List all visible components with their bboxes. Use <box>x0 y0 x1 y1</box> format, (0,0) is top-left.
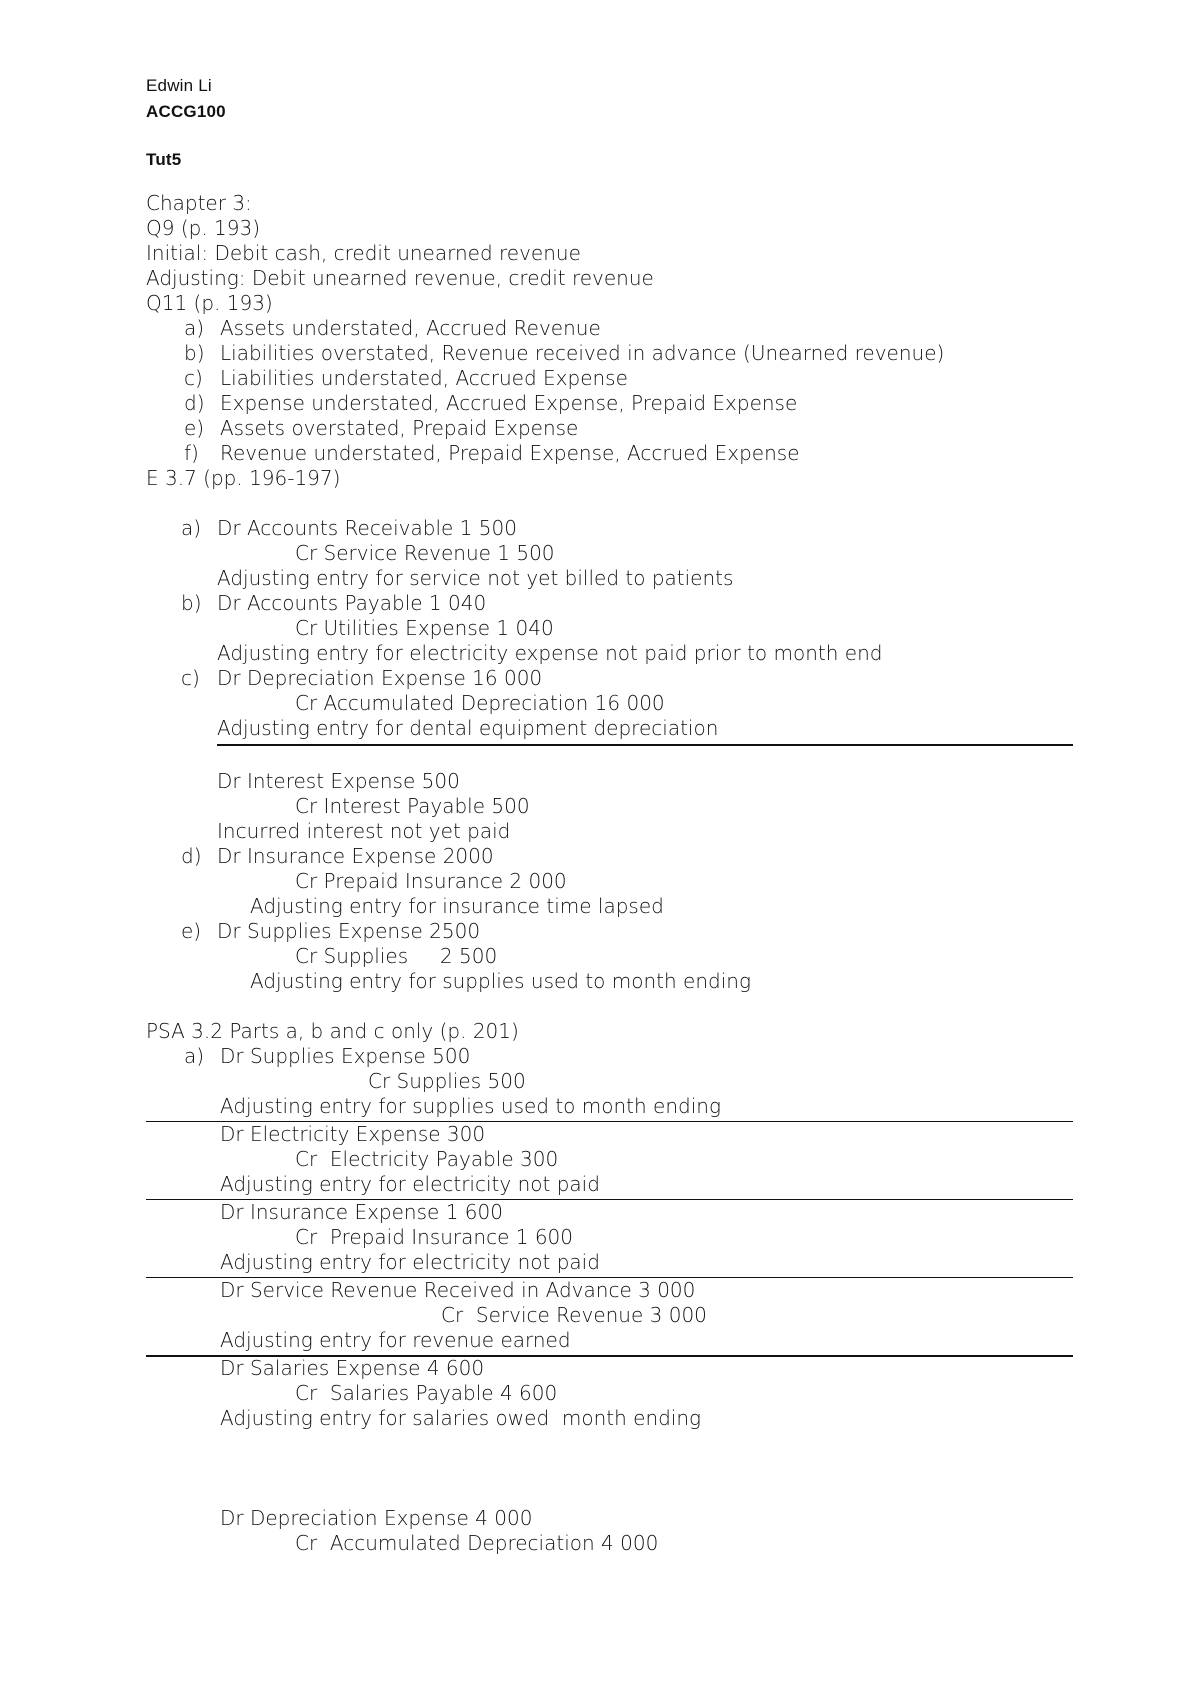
e37-c-marker: c) <box>181 666 200 690</box>
chapter-title: Chapter 3: <box>146 191 252 215</box>
psa32-entry-credit: Cr Electricity Payable 300 <box>295 1147 559 1171</box>
e37-b-marker: b) <box>181 591 202 615</box>
e37-b-note: Adjusting entry for electricity expense not paid prior to month end <box>217 641 883 665</box>
e37-c-debit: Dr Depreciation Expense 16 000 <box>217 666 543 690</box>
psa32-entry-note: Adjusting entry for revenue earned <box>220 1328 571 1352</box>
e37-e-marker: e) <box>181 919 202 943</box>
e37-a-debit: Dr Accounts Receivable 1 500 <box>217 516 517 540</box>
psa32-entry-credit: Cr Prepaid Insurance 1 600 <box>295 1225 573 1249</box>
e37-a-marker: a) <box>181 516 202 540</box>
q11-item-text: Liabilities understated, Accrued Expense <box>220 366 628 390</box>
psa32-entry-credit: Cr Salaries Payable 4 600 <box>295 1381 558 1405</box>
course-code: ACCG100 <box>146 102 226 121</box>
tutorial-label: Tut5 <box>146 150 182 169</box>
psa32-heading: PSA 3.2 Parts a, b and c only (p. 201) <box>146 1019 519 1043</box>
psa32-marker: a) <box>184 1044 205 1068</box>
e37-a-credit: Cr Service Revenue 1 500 <box>295 541 555 565</box>
q11-item-marker: c) <box>184 366 203 390</box>
psa32-entry-note: Adjusting entry for electricity not paid <box>220 1250 600 1274</box>
e37-interest-credit: Cr Interest Payable 500 <box>295 794 530 818</box>
e37-b-debit: Dr Accounts Payable 1 040 <box>217 591 487 615</box>
e37-e-credit: Cr Supplies 2 500 <box>295 944 498 968</box>
divider-rule <box>217 744 1073 746</box>
e37-c-credit: Cr Accumulated Depreciation 16 000 <box>295 691 665 715</box>
q11-item-marker: a) <box>184 316 205 340</box>
e37-interest-debit: Dr Interest Expense 500 <box>217 769 460 793</box>
psa32-entry-credit: Cr Supplies 500 <box>368 1069 526 1093</box>
psa32-entry-debit: Dr Service Revenue Received in Advance 3 000 <box>220 1278 696 1302</box>
author-name: Edwin Li <box>146 76 212 95</box>
e37-b-credit: Cr Utilities Expense 1 040 <box>295 616 554 640</box>
q11-item-marker: d) <box>184 391 205 415</box>
q11-heading: Q11 (p. 193) <box>146 291 273 315</box>
e37-d-marker: d) <box>181 844 202 868</box>
psa32-entry-debit: Dr Depreciation Expense 4 000 <box>220 1506 533 1530</box>
q11-item-marker: e) <box>184 416 205 440</box>
q11-item-marker: f) <box>184 441 199 465</box>
q11-item-text: Assets understated, Accrued Revenue <box>220 316 601 340</box>
q11-item-text: Expense understated, Accrued Expense, Prepaid Expense <box>220 391 798 415</box>
psa32-entry-note: Adjusting entry for supplies used to month ending <box>220 1094 721 1118</box>
psa32-entry-debit: Dr Electricity Expense 300 <box>220 1122 486 1146</box>
e37-a-note: Adjusting entry for service not yet billed to patients <box>217 566 734 590</box>
psa32-entry-debit: Dr Salaries Expense 4 600 <box>220 1356 485 1380</box>
q9-initial: Initial: Debit cash, credit unearned revenue <box>146 241 581 265</box>
psa32-entry-credit: Cr Accumulated Depreciation 4 000 <box>295 1531 659 1555</box>
psa32-entry-debit: Dr Supplies Expense 500 <box>220 1044 471 1068</box>
e37-d-credit: Cr Prepaid Insurance 2 000 <box>295 869 567 893</box>
psa32-entry-note: Adjusting entry for salaries owed month ending <box>220 1406 702 1430</box>
q9-heading: Q9 (p. 193) <box>146 216 261 240</box>
q9-adjusting: Adjusting: Debit unearned revenue, credit revenue <box>146 266 654 290</box>
e37-d-debit: Dr Insurance Expense 2000 <box>217 844 494 868</box>
e37-c-note: Adjusting entry for dental equipment depreciation <box>217 716 719 740</box>
q11-item-text: Liabilities overstated, Revenue received in advance (Unearned revenue) <box>220 341 945 365</box>
q11-item-marker: b) <box>184 341 205 365</box>
psa32-entry-debit: Dr Insurance Expense 1 600 <box>220 1200 503 1224</box>
e37-interest-note: Incurred interest not yet paid <box>217 819 511 843</box>
e37-e-debit: Dr Supplies Expense 2500 <box>217 919 481 943</box>
e37-heading: E 3.7 (pp. 196-197) <box>146 466 341 490</box>
e37-e-note: Adjusting entry for supplies used to month ending <box>250 969 751 993</box>
e37-d-note: Adjusting entry for insurance time lapsed <box>250 894 664 918</box>
q11-item-text: Revenue understated, Prepaid Expense, Accrued Expense <box>220 441 800 465</box>
psa32-entry-credit: Cr Service Revenue 3 000 <box>441 1303 707 1327</box>
psa32-entry-note: Adjusting entry for electricity not paid <box>220 1172 600 1196</box>
q11-item-text: Assets overstated, Prepaid Expense <box>220 416 579 440</box>
